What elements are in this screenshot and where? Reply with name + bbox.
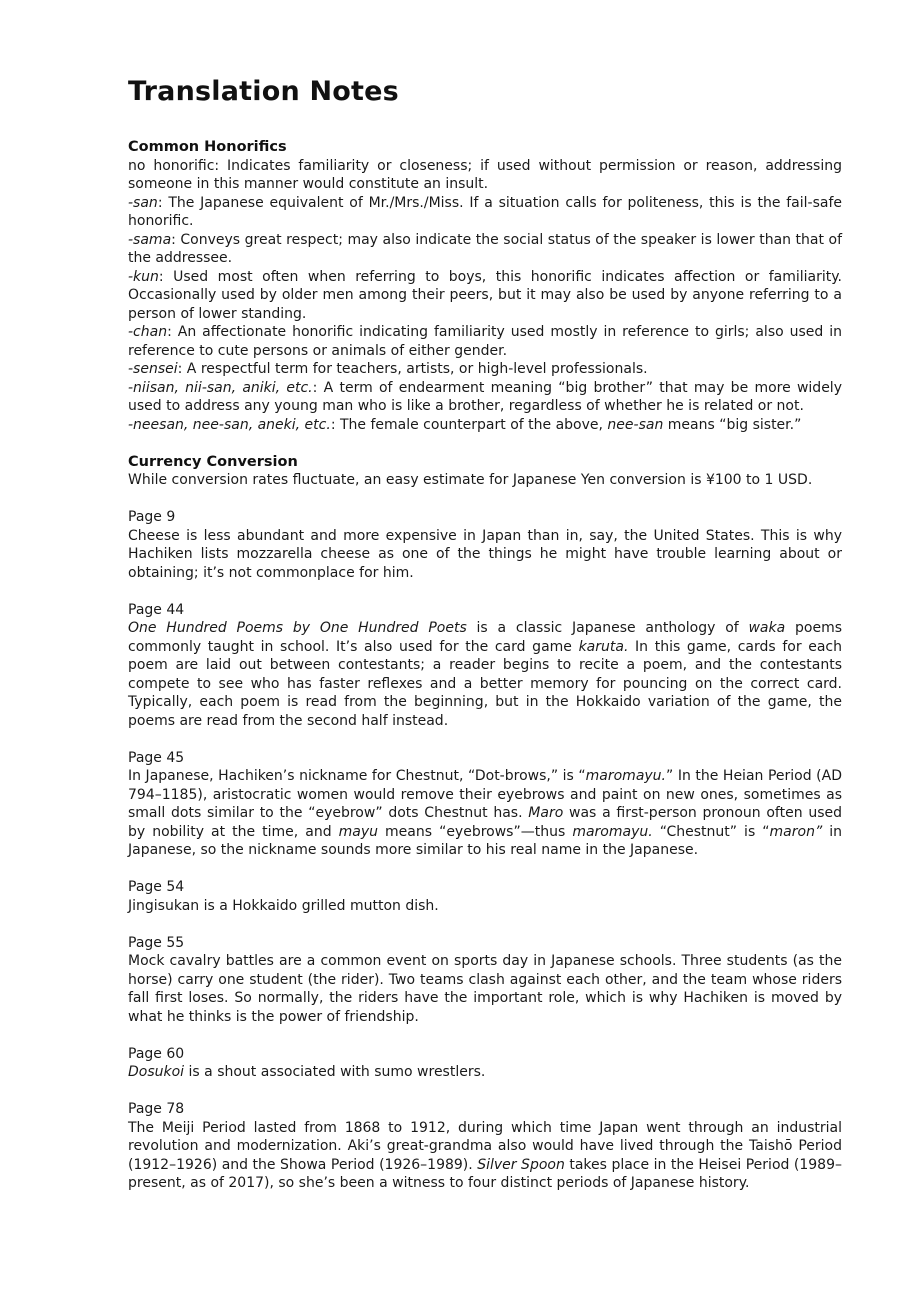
note-italic-term: maromayu. bbox=[585, 768, 667, 784]
page-title: Translation Notes bbox=[128, 76, 399, 107]
honorific-entry-sensei bbox=[128, 360, 842, 379]
honorifics-section bbox=[128, 138, 842, 434]
note-italic-term: Dosukoi bbox=[128, 1064, 185, 1080]
note-text-run: is a classic Japanese anthology of bbox=[466, 620, 749, 636]
note-text-run: takes place in the Heisei Period (1989–present, as of 2017), so she’s been a witness to four distinct periods of Japanese history. bbox=[128, 1156, 842, 1191]
honorific-term: -sensei bbox=[128, 361, 178, 377]
note-text-run: poems commonly taught in school. It’s also used for the card game bbox=[128, 620, 842, 655]
note-italic-term: karuta. bbox=[578, 638, 629, 655]
page-note bbox=[128, 1045, 842, 1082]
note-text-run: ” In the Heian Period (AD 794–1185), aristocratic women would remove their eyebrows and paint on new ones, sometimes as small dots similar to the “eyebrow” dots Chestnut has. bbox=[128, 768, 842, 821]
page-note bbox=[128, 878, 842, 915]
honorific-term: -san bbox=[128, 194, 158, 211]
page-note bbox=[128, 749, 842, 860]
translation-notes-page bbox=[128, 74, 842, 1211]
page-note-text bbox=[128, 1119, 842, 1193]
page-note-text bbox=[128, 1063, 842, 1082]
honorific-term-inline: nee-san bbox=[607, 416, 664, 433]
page-note-label: Page 78 bbox=[128, 1101, 185, 1117]
page-note-text bbox=[128, 619, 842, 730]
note-text-run: Mock cavalry battles are a common event on sports day in Japanese schools. Three students (as the horse) carry one student (the rider). Two teams clash against each other, and the team whose riders fall first loses. So normally, the riders have the important role, which is why Hachiken is moved by what he thinks is the power of friendship. bbox=[128, 953, 842, 1025]
honorific-entry-chan bbox=[128, 323, 842, 360]
honorific-text: : An affectionate honorific indicating familiarity used mostly in reference to girls; also used in reference to cute persons or animals of either gender. bbox=[128, 324, 842, 359]
note-text-run: Jingisukan is a Hokkaido grilled mutton dish. bbox=[128, 897, 439, 914]
page-note-label: Page 55 bbox=[128, 934, 185, 951]
honorifics-heading: Common Honorifics bbox=[128, 139, 287, 155]
page-note-label: Page 9 bbox=[128, 509, 176, 525]
honorific-term: no honorific bbox=[128, 157, 215, 174]
note-italic-term: maron” bbox=[769, 823, 823, 840]
page-note bbox=[128, 508, 842, 582]
note-text-run: in Japanese, so the nickname sounds more similar to his real name in the Japanese. bbox=[128, 823, 843, 858]
honorific-entry-niisan bbox=[128, 379, 842, 416]
honorific-text: : A respectful term for teachers, artists, or high-level professionals. bbox=[177, 361, 648, 377]
page-note-text bbox=[128, 952, 842, 1026]
honorific-text: : The Japanese equivalent of Mr./Mrs./Miss. If a situation calls for politeness, this is the fail-safe honorific. bbox=[128, 194, 842, 229]
page-notes-list bbox=[128, 508, 842, 1193]
page-note bbox=[128, 934, 842, 1027]
note-text-run: In this game, cards for each poem are laid out between contestants; a reader begins to recite a poem, and the contestants compete to see who has faster reflexes and a better memory for pouncing on the correct card. Typically, each poem is read from the beginning, but in the Hokkaido variation of the game, the poems are read from the second half instead. bbox=[128, 638, 842, 729]
currency-section bbox=[128, 453, 842, 490]
note-text-run: is a shout associated with sumo wrestlers. bbox=[184, 1064, 486, 1080]
honorific-text: : A term of endearment meaning “big brother” that may be more widely used to address any young man who is like a brother, regardless of whether he is related or not. bbox=[128, 379, 842, 414]
note-text-run: Cheese is less abundant and more expensive in Japan than in, say, the United States. This is why Hachiken lists mozzarella cheese as one of the things he might have trouble learning about or obtaining; it’s not commonplace for him. bbox=[128, 527, 842, 581]
page-note-label: Page 45 bbox=[128, 749, 185, 766]
note-text-run: means “eyebrows”—thus bbox=[378, 823, 573, 840]
honorific-entry-kun bbox=[128, 268, 842, 324]
note-italic-term: One Hundred Poems by One Hundred Poets bbox=[128, 620, 467, 636]
page-note-label: Page 60 bbox=[128, 1045, 185, 1062]
honorific-text: : Indicates familiarity or closeness; if used without permission or reason, addressing someone in this manner would constitute an insult. bbox=[128, 157, 842, 192]
honorific-entry-neesan bbox=[128, 416, 842, 435]
honorific-term: -niisan, nii-san, aniki, etc. bbox=[128, 379, 313, 396]
note-italic-term: waka bbox=[748, 620, 786, 636]
honorific-entry-sama bbox=[128, 231, 842, 268]
currency-text: While conversion rates fluctuate, an easy estimate for Japanese Yen conversion is ¥100 to 1 USD. bbox=[128, 472, 813, 488]
page-note-text bbox=[128, 527, 842, 583]
page-note-text bbox=[128, 897, 842, 916]
honorific-text: : Used most often when referring to boys, this honorific indicates affection or familiarity. Occasionally used by older men among their peers, but it may also be used by anyone referring to a person of lower standing. bbox=[128, 268, 842, 322]
honorific-text-tail: means “big sister.” bbox=[663, 416, 802, 433]
honorific-term: -neesan, nee-san, aneki, etc. bbox=[128, 416, 331, 433]
page-note bbox=[128, 601, 842, 731]
note-italic-term: maromayu. bbox=[572, 823, 653, 840]
note-italic-term: Maro bbox=[528, 805, 564, 821]
currency-heading: Currency Conversion bbox=[128, 453, 298, 470]
page-note bbox=[128, 1100, 842, 1193]
honorific-text: : The female counterpart of the above, bbox=[330, 416, 608, 433]
note-italic-term: Silver Spoon bbox=[477, 1156, 565, 1173]
honorific-term: -sama bbox=[128, 231, 172, 248]
note-text-run: The Meiji Period lasted from 1868 to 1912, during which time Japan went through an industrial revolution and modernization. Aki’s great-grandma also would have lived through the Taishō Period (1912–1926) and the Showa Period (1926–1989). bbox=[128, 1119, 842, 1173]
note-text-run: “Chestnut” is “ bbox=[652, 823, 770, 840]
page-note-text bbox=[128, 767, 842, 860]
note-italic-term: mayu bbox=[338, 823, 378, 840]
honorific-entry-san bbox=[128, 194, 842, 231]
honorific-entry-none bbox=[128, 157, 842, 194]
note-text-run: In Japanese, Hachiken’s nickname for Chestnut, “Dot-brows,” is “ bbox=[128, 768, 586, 784]
honorific-term: -chan bbox=[128, 324, 168, 340]
note-text-run: was a first-person pronoun often used by nobility at the time, and bbox=[128, 805, 843, 840]
page-note-label: Page 44 bbox=[128, 601, 185, 618]
honorific-term: -kun bbox=[128, 268, 159, 285]
honorific-text: : Conveys great respect; may also indicate the social status of the speaker is lower than that of the addressee. bbox=[128, 231, 842, 266]
page-note-label: Page 54 bbox=[128, 879, 185, 895]
